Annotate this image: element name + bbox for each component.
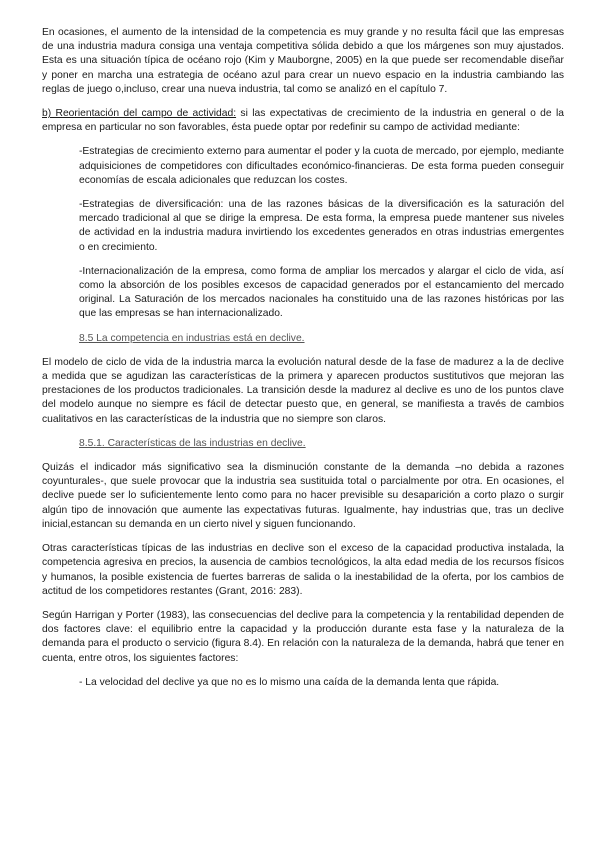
bullet-internationalization: -Internacionalización de la empresa, como forma de ampliar los mercados y alargar el ciclo de vida, así como la absorción de los posibles excesos de capacidad generados por el estancamiento del mercado original. La Saturación de los mercados nacionales ha constituido una de las razones históricas por las que las empresas se han internacionalizado. bbox=[79, 265, 564, 320]
section-heading-8-5: 8.5 La competencia en industrias está en declive. bbox=[79, 332, 305, 344]
section-heading-8-5-1: 8.5.1. Características de las industrias en declive. bbox=[79, 437, 306, 449]
bullet-decline-speed: - La velocidad del declive ya que no es lo mismo una caída de la demanda lenta que rápida. bbox=[79, 676, 500, 688]
paragraph-red-ocean: En ocasiones, el aumento de la intensidad de la competencia es muy grande y no resulta fácil que las empresas de una industria madura consiga una ventaja competitiva sólida debido a que los márgenes son muy ajustados. Esta es una situación típica de océano rojo (Kim y Mauborgne, 2005) en la que puede ser recomendable diseñar y poner en marcha una estrategia de océano azul para crear un nuevo espacio en la industria cambiando las reglas de juego o,incluso, crear una nueva industria, tal como se analizó en el capítulo 7. bbox=[42, 27, 564, 95]
reorientation-body: si las expectativas de crecimiento de la industria en general o de la empresa en particular no son favorables, ésta puede optar por redefinir su campo de actividad mediante: bbox=[42, 108, 564, 134]
paragraph-life-cycle: El modelo de ciclo de vida de la industria marca la evolución natural desde de la fase de madurez a la de declive a medida que se agudizan las características de la primera y aparecen productos sustitutivos que mejoran las prestaciones de los productos tradicionales. La transición desde la madurez al declive es uno de los puntos clave del modelo aunque no siempre es fácil de detectar puesto que, en general, se manifiesta a través de cambios cualitativos en las características de la industria que no siempre son claros. bbox=[42, 356, 564, 425]
paragraph-indicator: Quizás el indicador más significativo sea la disminución constante de la demanda –no debida a razones coyunturales-, que suele provocar que la industria sea sustituida total o parcialmente por otra. En ocasiones, el declive puede ser lo suficientemente lento como para no hacer previsible su desaparición a corto plazo o surgir algún tipo de innovación que aumente las expectativas futuras. Igualmente, hay industrias que, tras un declive inicial,estancan su demanda en un cierto nivel y siguen funcionando. bbox=[42, 462, 564, 530]
reorientation-heading: b) Reorientación del campo de actividad: bbox=[42, 108, 237, 120]
paragraph-reorientation bbox=[42, 107, 564, 135]
bullet-external-growth: -Estrategias de crecimiento externo para aumentar el poder y la cuota de mercado, por ejemplo, mediante adquisiciones de competidores con dificultades económico-financieras. De esta forma pueden conseguir economías de escala adicionales que reduzcan los costes. bbox=[79, 146, 564, 186]
paragraph-harrigan-porter: Según Harrigan y Porter (1983), las consecuencias del declive para la competencia y la rentabilidad dependen de dos factores clave: el equilibrio entre la capacidad y la producción durante esta fase y la naturaleza de la demanda para el producto o servicio (figura 8.4). En relación con la naturaleza de la demanda, habrá que tener en cuenta, entre otros, los siguientes factores: bbox=[42, 609, 564, 664]
paragraph-characteristics: Otras características típicas de las industrias en declive son el exceso de la capacidad productiva instalada, la competencia agresiva en precios, la ausencia de cambios tecnológicos, la alta edad media de los recursos físicos y humanos, la posible existencia de fuertes barreras de salida o la inestabilidad de la oferta, por los cambios de actitud de los competidores restantes (Grant, 2016: 283). bbox=[42, 543, 564, 597]
bullet-diversification: -Estrategias de diversificación: una de las razones básicas de la diversificación es la saturación del mercado tradicional al que se dirige la empresa. De esta forma, la empresa puede mantener sus niveles de actividad en la industria madura invirtiendo los excedentes generados en otras industrias emergentes o en crecimiento. bbox=[79, 199, 564, 253]
